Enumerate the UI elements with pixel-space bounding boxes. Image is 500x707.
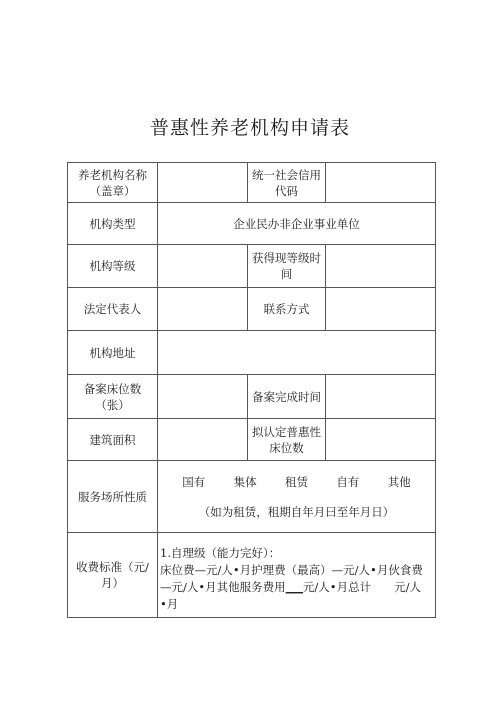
org-name-field[interactable] xyxy=(158,163,248,203)
area-field[interactable] xyxy=(158,419,248,461)
fee-label: 收费标准（元/ 月） xyxy=(68,533,158,618)
fee-standard-cell xyxy=(158,533,436,618)
contact-field[interactable] xyxy=(326,288,436,331)
fee-blank[interactable]: ___ xyxy=(285,580,303,594)
premises-option-state[interactable]: 国有 xyxy=(182,474,206,489)
application-form-table xyxy=(67,162,436,618)
level-time-label: 获得现等级时 间 xyxy=(248,245,326,288)
credit-code-field[interactable] xyxy=(326,163,436,203)
beds-label: 备案床位数 （张） xyxy=(68,375,158,419)
filing-time-field[interactable] xyxy=(326,375,436,419)
proposed-beds-field[interactable] xyxy=(326,419,436,461)
contact-label: 联系方式 xyxy=(248,288,326,331)
address-field[interactable] xyxy=(158,331,436,375)
fee-line-3: •月 xyxy=(160,597,179,611)
lease-term-note: （如为租赁，租期自年月曰至年月日） xyxy=(198,504,395,519)
legal-rep-label: 法定代表人 xyxy=(68,288,158,331)
org-type-value: 企业民办非企业事业单位 xyxy=(158,203,436,245)
form-title: 普惠性养老机构申请表 xyxy=(149,117,350,139)
credit-code-label: 统一社会信用 代码 xyxy=(248,163,326,203)
address-label: 机构地址 xyxy=(68,331,158,375)
fee-line-2: —元/人•月其他服务费用___元/人•月总计 元/人 xyxy=(160,580,421,594)
premises-option-collective[interactable]: 集体 xyxy=(233,474,257,489)
area-label: 建筑面积 xyxy=(68,419,158,461)
premises-option-other[interactable]: 其他 xyxy=(387,474,411,489)
fee-heading: 1.自理级（能力完好）： xyxy=(160,546,281,560)
filing-time-label: 备案完成时间 xyxy=(248,375,326,419)
level-time-field[interactable] xyxy=(326,245,436,288)
fee-line-1: 床位费—元/人•月护理费（最高）—元/人•月伙食费 xyxy=(160,563,423,577)
premises-label: 服务场所性质 xyxy=(68,461,158,533)
premises-cell xyxy=(158,461,436,533)
org-name-label: 养老机构名称 （盖章） xyxy=(68,163,158,203)
org-level-label: 机构等级 xyxy=(68,245,158,288)
premises-option-leased[interactable]: 租赁 xyxy=(284,474,308,489)
org-type-label: 机构类型 xyxy=(68,203,158,245)
proposed-beds-label: 拟认定普惠性 床位数 xyxy=(248,419,326,461)
premises-option-owned[interactable]: 自有 xyxy=(336,474,360,489)
beds-field[interactable] xyxy=(158,375,248,419)
legal-rep-field[interactable] xyxy=(158,288,248,331)
org-level-field[interactable] xyxy=(158,245,248,288)
